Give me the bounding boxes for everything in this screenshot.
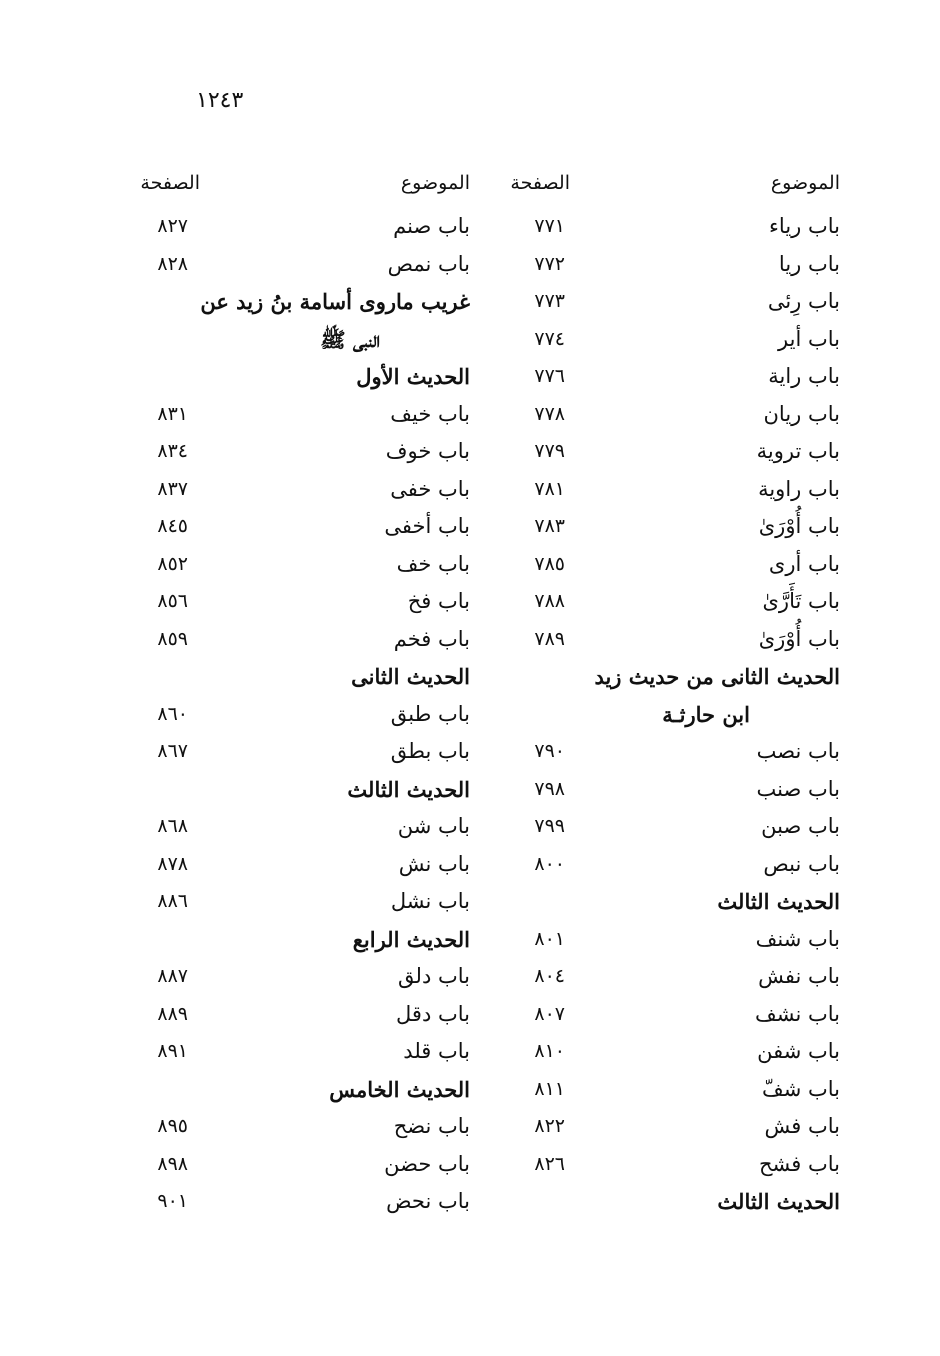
section-heading: الحديث الخامس <box>329 1076 470 1102</box>
entry-page-number: ٨٢٢ <box>534 1115 565 1137</box>
entry-page-number: ٧٨١ <box>534 477 565 500</box>
page-number: ١٢٤٣ <box>196 88 244 113</box>
entry-page-number: ٨٥٦ <box>157 590 188 612</box>
index-entry-row <box>130 958 470 996</box>
index-entry-row <box>130 1033 470 1071</box>
index-entry-row <box>130 433 470 471</box>
entry-topic: باب شنف <box>755 926 840 951</box>
entry-topic: باب صنب <box>756 776 840 801</box>
entry-topic: باب حضن <box>384 1151 470 1176</box>
section-heading-row <box>500 696 840 734</box>
entry-page-number: ٨٩٨ <box>157 1152 188 1175</box>
left-topic-header: الموضوع <box>400 172 470 194</box>
section-heading: النبى ﷺ <box>320 326 380 352</box>
entry-page-number: ٨٥٢ <box>157 552 188 575</box>
index-entry-row <box>130 883 470 921</box>
entry-page-number: ٨٠٤ <box>534 965 565 987</box>
index-entry-row <box>130 1108 470 1146</box>
entry-page-number: ٨٣٤ <box>157 440 188 462</box>
entry-topic: باب ريا <box>778 251 840 276</box>
entry-page-number: ٨٠١ <box>534 927 565 950</box>
right-index-column <box>500 208 840 1221</box>
entry-page-number: ٨٧٨ <box>157 852 188 875</box>
entry-page-number: ٨٩٥ <box>157 1115 188 1137</box>
right-page-header: الصفحة <box>510 172 570 194</box>
section-heading: الحديث الرابع <box>352 926 470 952</box>
entry-topic: باب راية <box>768 364 840 388</box>
section-heading-row <box>130 321 470 359</box>
entry-topic: باب نبص <box>763 851 840 876</box>
index-entry-row <box>500 771 840 809</box>
left-page-header: الصفحة <box>140 172 200 194</box>
section-heading-row <box>130 283 470 321</box>
entry-topic: باب نمص <box>387 251 470 276</box>
entry-page-number: ٧٧٨ <box>534 402 565 425</box>
index-entry-row <box>130 471 470 509</box>
entry-topic: باب بطق <box>390 739 470 763</box>
entry-page-number: ٨٨٩ <box>157 1002 188 1025</box>
section-heading: الحديث الثالث <box>347 776 470 802</box>
index-entry-row <box>130 546 470 584</box>
entry-page-number: ٧٧٩ <box>534 440 565 462</box>
entry-topic: باب دلق <box>398 964 470 988</box>
entry-page-number: ٨٣١ <box>157 402 188 425</box>
entry-topic: باب دقل <box>396 1001 470 1026</box>
index-entry-row <box>500 321 840 359</box>
index-entry-row <box>500 246 840 284</box>
index-entry-row <box>130 846 470 884</box>
index-entry-row <box>130 583 470 621</box>
index-entry-row <box>130 246 470 284</box>
section-heading: الحديث الثالث <box>717 1189 840 1214</box>
entry-page-number: ٨٢٧ <box>157 215 188 237</box>
entry-topic: باب فشح <box>758 1151 840 1176</box>
entry-page-number: ٨١١ <box>534 1077 565 1100</box>
section-heading-row <box>130 1071 470 1109</box>
entry-page-number: ٧٧٣ <box>534 290 565 312</box>
index-entry-row <box>130 621 470 659</box>
entry-topic: باب أُوْرَىٰ <box>758 626 840 651</box>
entry-topic: باب قلد <box>403 1039 470 1063</box>
entry-topic: باب راوية <box>758 476 840 501</box>
entry-topic: باب أرى <box>768 551 840 576</box>
entry-page-number: ٨٢٨ <box>157 252 188 275</box>
index-entry-row <box>500 1071 840 1109</box>
entry-page-number: ٧٧٢ <box>534 252 565 275</box>
index-entry-row <box>500 996 840 1034</box>
entry-page-number: ٨٥٩ <box>157 627 188 650</box>
entry-topic: باب فخ <box>407 589 470 613</box>
entry-topic: باب صبن <box>761 814 840 838</box>
entry-topic: باب أُوْرَىٰ <box>758 514 840 538</box>
entry-topic: باب فخم <box>393 626 470 651</box>
entry-page-number: ٧٩٩ <box>534 815 565 837</box>
section-heading: غريب ماروى أسامة بنُ زيد عن <box>200 289 470 314</box>
entry-page-number: ٨٢٦ <box>534 1152 565 1175</box>
index-entry-row <box>500 958 840 996</box>
entry-page-number: ٧٩٠ <box>534 740 565 762</box>
index-entry-row <box>500 433 840 471</box>
index-entry-row <box>500 546 840 584</box>
index-entry-row <box>130 733 470 771</box>
entry-page-number: ٨٠٧ <box>534 1002 565 1025</box>
index-entry-row <box>500 1033 840 1071</box>
index-entry-row <box>130 696 470 734</box>
entry-page-number: ٨٣٧ <box>157 477 188 500</box>
index-entry-row <box>130 808 470 846</box>
entry-page-number: ٨٤٥ <box>157 515 188 537</box>
entry-topic: باب رياء <box>769 214 840 238</box>
index-entry-row <box>500 358 840 396</box>
section-heading-row <box>130 358 470 396</box>
entry-topic: باب نضح <box>393 1114 470 1138</box>
section-heading: الحديث الثالث <box>717 889 840 914</box>
entry-topic: باب نصب <box>756 739 840 763</box>
section-heading-row <box>500 658 840 696</box>
entry-topic: باب تَأَرَّىٰ <box>762 589 840 613</box>
entry-topic: باب رِئى <box>767 289 840 313</box>
entry-topic: باب شفن <box>757 1039 840 1063</box>
entry-page-number: ٧٨٨ <box>534 590 565 612</box>
entry-page-number: ٨١٠ <box>534 1040 565 1062</box>
index-entry-row <box>500 396 840 434</box>
entry-page-number: ٨٦٧ <box>157 740 188 762</box>
entry-topic: باب خفى <box>390 476 470 501</box>
entry-page-number: ٧٧١ <box>534 215 565 237</box>
index-entry-row <box>500 471 840 509</box>
section-heading: الحديث الثانى <box>351 664 470 689</box>
entry-page-number: ٧٨٩ <box>534 627 565 650</box>
entry-topic: باب أير <box>778 326 840 351</box>
entry-topic: باب نشف <box>754 1001 840 1026</box>
left-index-column <box>130 208 470 1221</box>
entry-topic: باب شن <box>397 814 470 838</box>
entry-topic: باب صنم <box>393 214 470 238</box>
entry-page-number: ٧٨٣ <box>534 515 565 537</box>
index-entry-row <box>500 208 840 246</box>
section-heading: ابن حارثـة <box>662 701 750 727</box>
entry-page-number: ٧٧٤ <box>534 327 565 350</box>
entry-topic: باب أخفى <box>384 514 470 538</box>
section-heading-row <box>130 771 470 809</box>
entry-topic: باب طبق <box>390 701 470 726</box>
index-entry-row <box>500 1146 840 1184</box>
entry-page-number: ٧٧٦ <box>534 365 565 387</box>
entry-page-number: ٨٦٨ <box>157 815 188 837</box>
entry-page-number: ٨٨٧ <box>157 965 188 987</box>
entry-topic: باب فش <box>764 1114 840 1138</box>
index-entry-row <box>500 808 840 846</box>
index-entry-row <box>500 508 840 546</box>
index-entry-row <box>500 283 840 321</box>
entry-page-number: ٨٠٠ <box>534 852 565 875</box>
index-entry-row <box>500 733 840 771</box>
entry-topic: باب نشل <box>390 889 470 913</box>
index-entry-row <box>130 208 470 246</box>
entry-page-number: ٧٨٥ <box>534 552 565 575</box>
right-topic-header: الموضوع <box>770 172 840 194</box>
entry-page-number: ٩٠١ <box>157 1190 188 1212</box>
entry-topic: باب خيف <box>390 401 470 426</box>
entry-topic: باب نفش <box>758 964 840 988</box>
section-heading-row <box>130 658 470 696</box>
entry-topic: باب ريان <box>763 401 840 426</box>
index-entry-row <box>500 921 840 959</box>
index-entry-row <box>130 508 470 546</box>
entry-topic: باب خف <box>396 551 470 576</box>
entry-topic: باب نحض <box>386 1189 470 1213</box>
index-entry-row <box>500 846 840 884</box>
section-heading-row <box>500 883 840 921</box>
entry-topic: باب تروية <box>756 439 840 463</box>
index-entry-row <box>500 621 840 659</box>
index-entry-row <box>130 996 470 1034</box>
section-heading: الحديث الثانى من حديث زيد <box>594 664 840 689</box>
entry-page-number: ٨٨٦ <box>157 890 188 912</box>
entry-page-number: ٧٩٨ <box>534 777 565 800</box>
section-heading-row <box>500 1183 840 1221</box>
entry-topic: باب نش <box>398 851 470 876</box>
entry-page-number: ٨٩١ <box>157 1040 188 1062</box>
index-entry-row <box>500 1108 840 1146</box>
index-entry-row <box>130 1183 470 1221</box>
entry-topic: باب شفّ <box>761 1076 840 1101</box>
index-entry-row <box>130 396 470 434</box>
entry-topic: باب خوف <box>385 439 470 463</box>
index-entry-row <box>500 583 840 621</box>
index-entry-row <box>130 1146 470 1184</box>
entry-page-number: ٨٦٠ <box>157 702 188 725</box>
section-heading: الحديث الأول <box>356 364 470 389</box>
section-heading-row <box>130 921 470 959</box>
